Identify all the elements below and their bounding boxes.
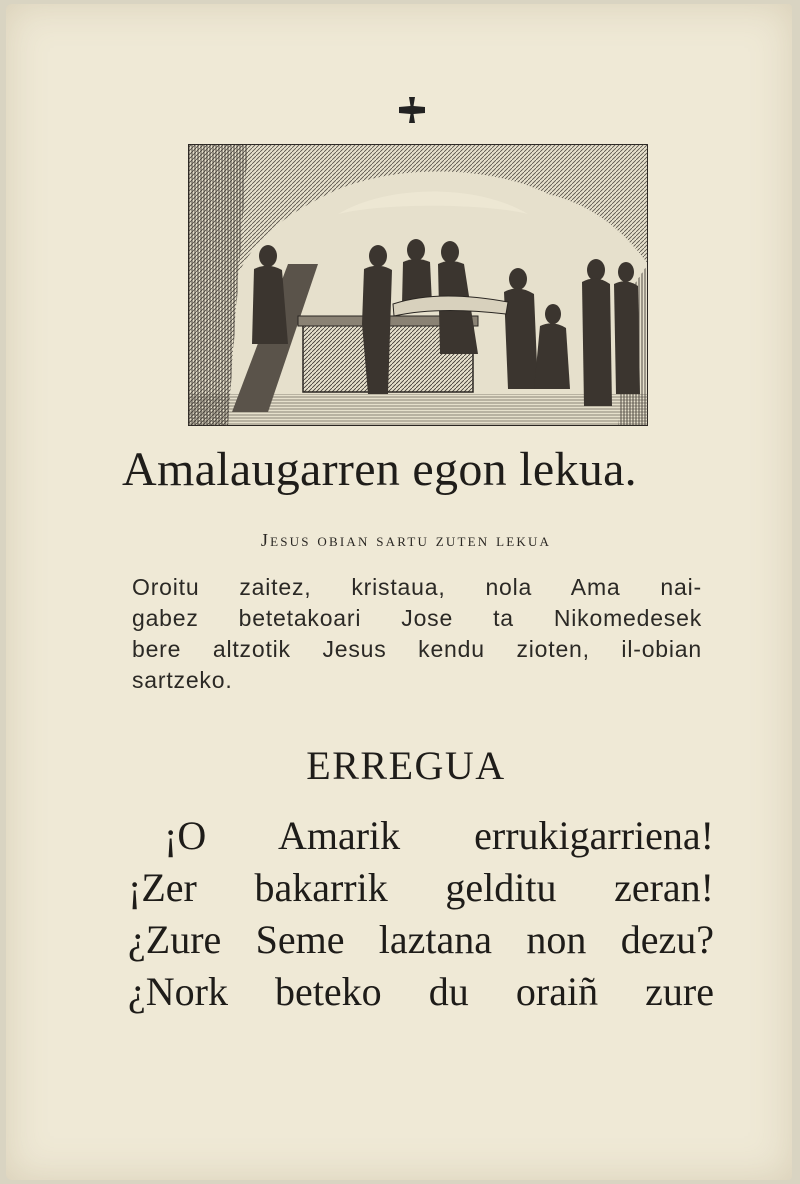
station-title: Amalaugarren egon lekua. [122, 443, 637, 496]
book-page [6, 4, 792, 1180]
meditation-line: sartzeko. [132, 667, 233, 693]
station-subtitle: Jesus obian sartu zuten lekua [260, 530, 552, 550]
meditation-line: bere altzotik Jesus kendu zioten, il-obian [132, 636, 702, 662]
prayer-line: ¡Zer bakarrik gelditu zeran! [128, 865, 714, 910]
cross-pattee-icon [394, 92, 430, 128]
meditation-line: gabez betetakoari Jose ta Nikomedesek [132, 605, 702, 631]
prayer-line: ¿Zure Seme laztana non dezu? [128, 917, 714, 962]
entombment-engraving [188, 144, 648, 426]
prayer-text [128, 810, 714, 1018]
prayer-line: ¿Nork beteko du oraiñ zure [128, 969, 714, 1014]
prayer-heading: ERREGUA [306, 743, 506, 788]
meditation-paragraph [132, 572, 702, 696]
meditation-line: Oroitu zaitez, kristaua, nola Ama nai- [132, 574, 702, 600]
prayer-line: ¡O Amarik errukigarriena! [164, 813, 714, 858]
